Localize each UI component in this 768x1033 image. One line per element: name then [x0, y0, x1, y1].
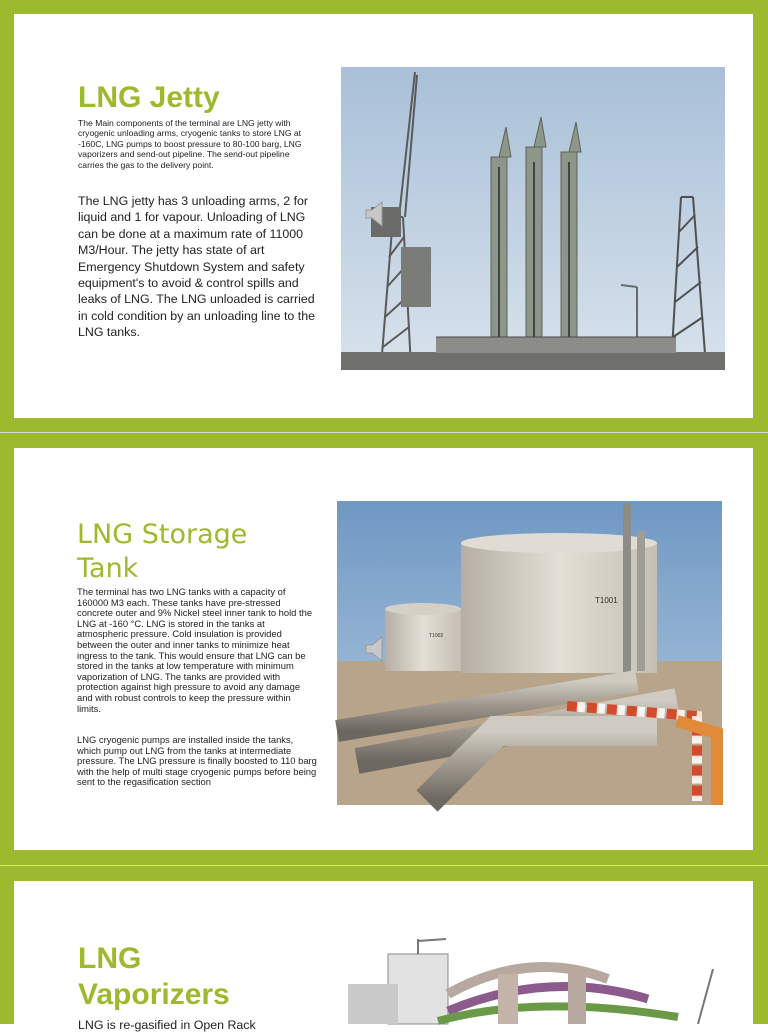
- slide-3-body: LNG is re-gasified in Open Rack: [78, 1018, 256, 1032]
- slide-1-intro: The Main components of the terminal are LNG jetty with cryogenic unloading arms, cryogenic tanks to store LNG at -160C, LNG pumps to boost pressure to 80-100 barg, LNG vaporizers and send-out pipeline. The send-out pipeline carries the gas to the delivery point.: [78, 118, 302, 170]
- slide-1: [14, 14, 753, 418]
- slide-3-title-line2: Vaporizers: [78, 978, 230, 1011]
- slide-2-body1: The terminal has two LNG tanks with a capacity of 160000 M3 each. These tanks have pre-stressed concrete outer and 9% Nickel steel inner tank to hold the LNG at -160 °C. LNG is stored in the tanks at atmospheric pressure. Cold insulation is provided between the outer and inner tanks to minimize heat ingress to the tank. This would ensure that LNG can be stored in the tanks at low temperature with minimum vaporization of LNG. The tanks are provided with protection against high pressure to avoid any damage and with robust controls to keep the pressure within limits.: [77, 586, 313, 714]
- storage-tank-photo: [337, 501, 722, 805]
- speaker-icon[interactable]: [364, 634, 390, 664]
- slide-1-body: The LNG jetty has 3 unloading arms, 2 for liquid and 1 for vapour. Unloading of LNG can be done at a maximum rate of 11000 M3/Hour. The jetty has state of art Emergency Shutdown System and safety equipment's to avoid & control spills and leaks of LNG. The LNG unloaded is carried in cold condition by an unloading line to the LNG tanks.: [78, 194, 315, 340]
- slide-3: [14, 881, 753, 1032]
- vaporizers-photo: [348, 939, 726, 1024]
- slide-2: [14, 448, 753, 850]
- slide-2-title-line2: Tank: [77, 553, 139, 584]
- jetty-photo: [341, 67, 725, 370]
- speaker-icon[interactable]: [364, 199, 390, 229]
- tank-label-t1001: T1001: [595, 596, 618, 605]
- slide-2-title-line1: LNG Storage: [77, 519, 248, 550]
- slide-2-body2: LNG cryogenic pumps are installed inside the tanks, which pump out LNG from the tanks at intermediate pressure. The LNG pressure is finally boosted to 110 barg with the help of multi stage cryogenic pumps before being sent to the regasification section: [77, 734, 317, 788]
- tank-label-t1002: T1002: [429, 633, 444, 639]
- slide-2-title: [77, 518, 247, 586]
- slide-3-title: [78, 941, 230, 1013]
- slide-1-title: LNG Jetty: [78, 81, 220, 114]
- slide-3-title-line1: LNG: [78, 942, 142, 975]
